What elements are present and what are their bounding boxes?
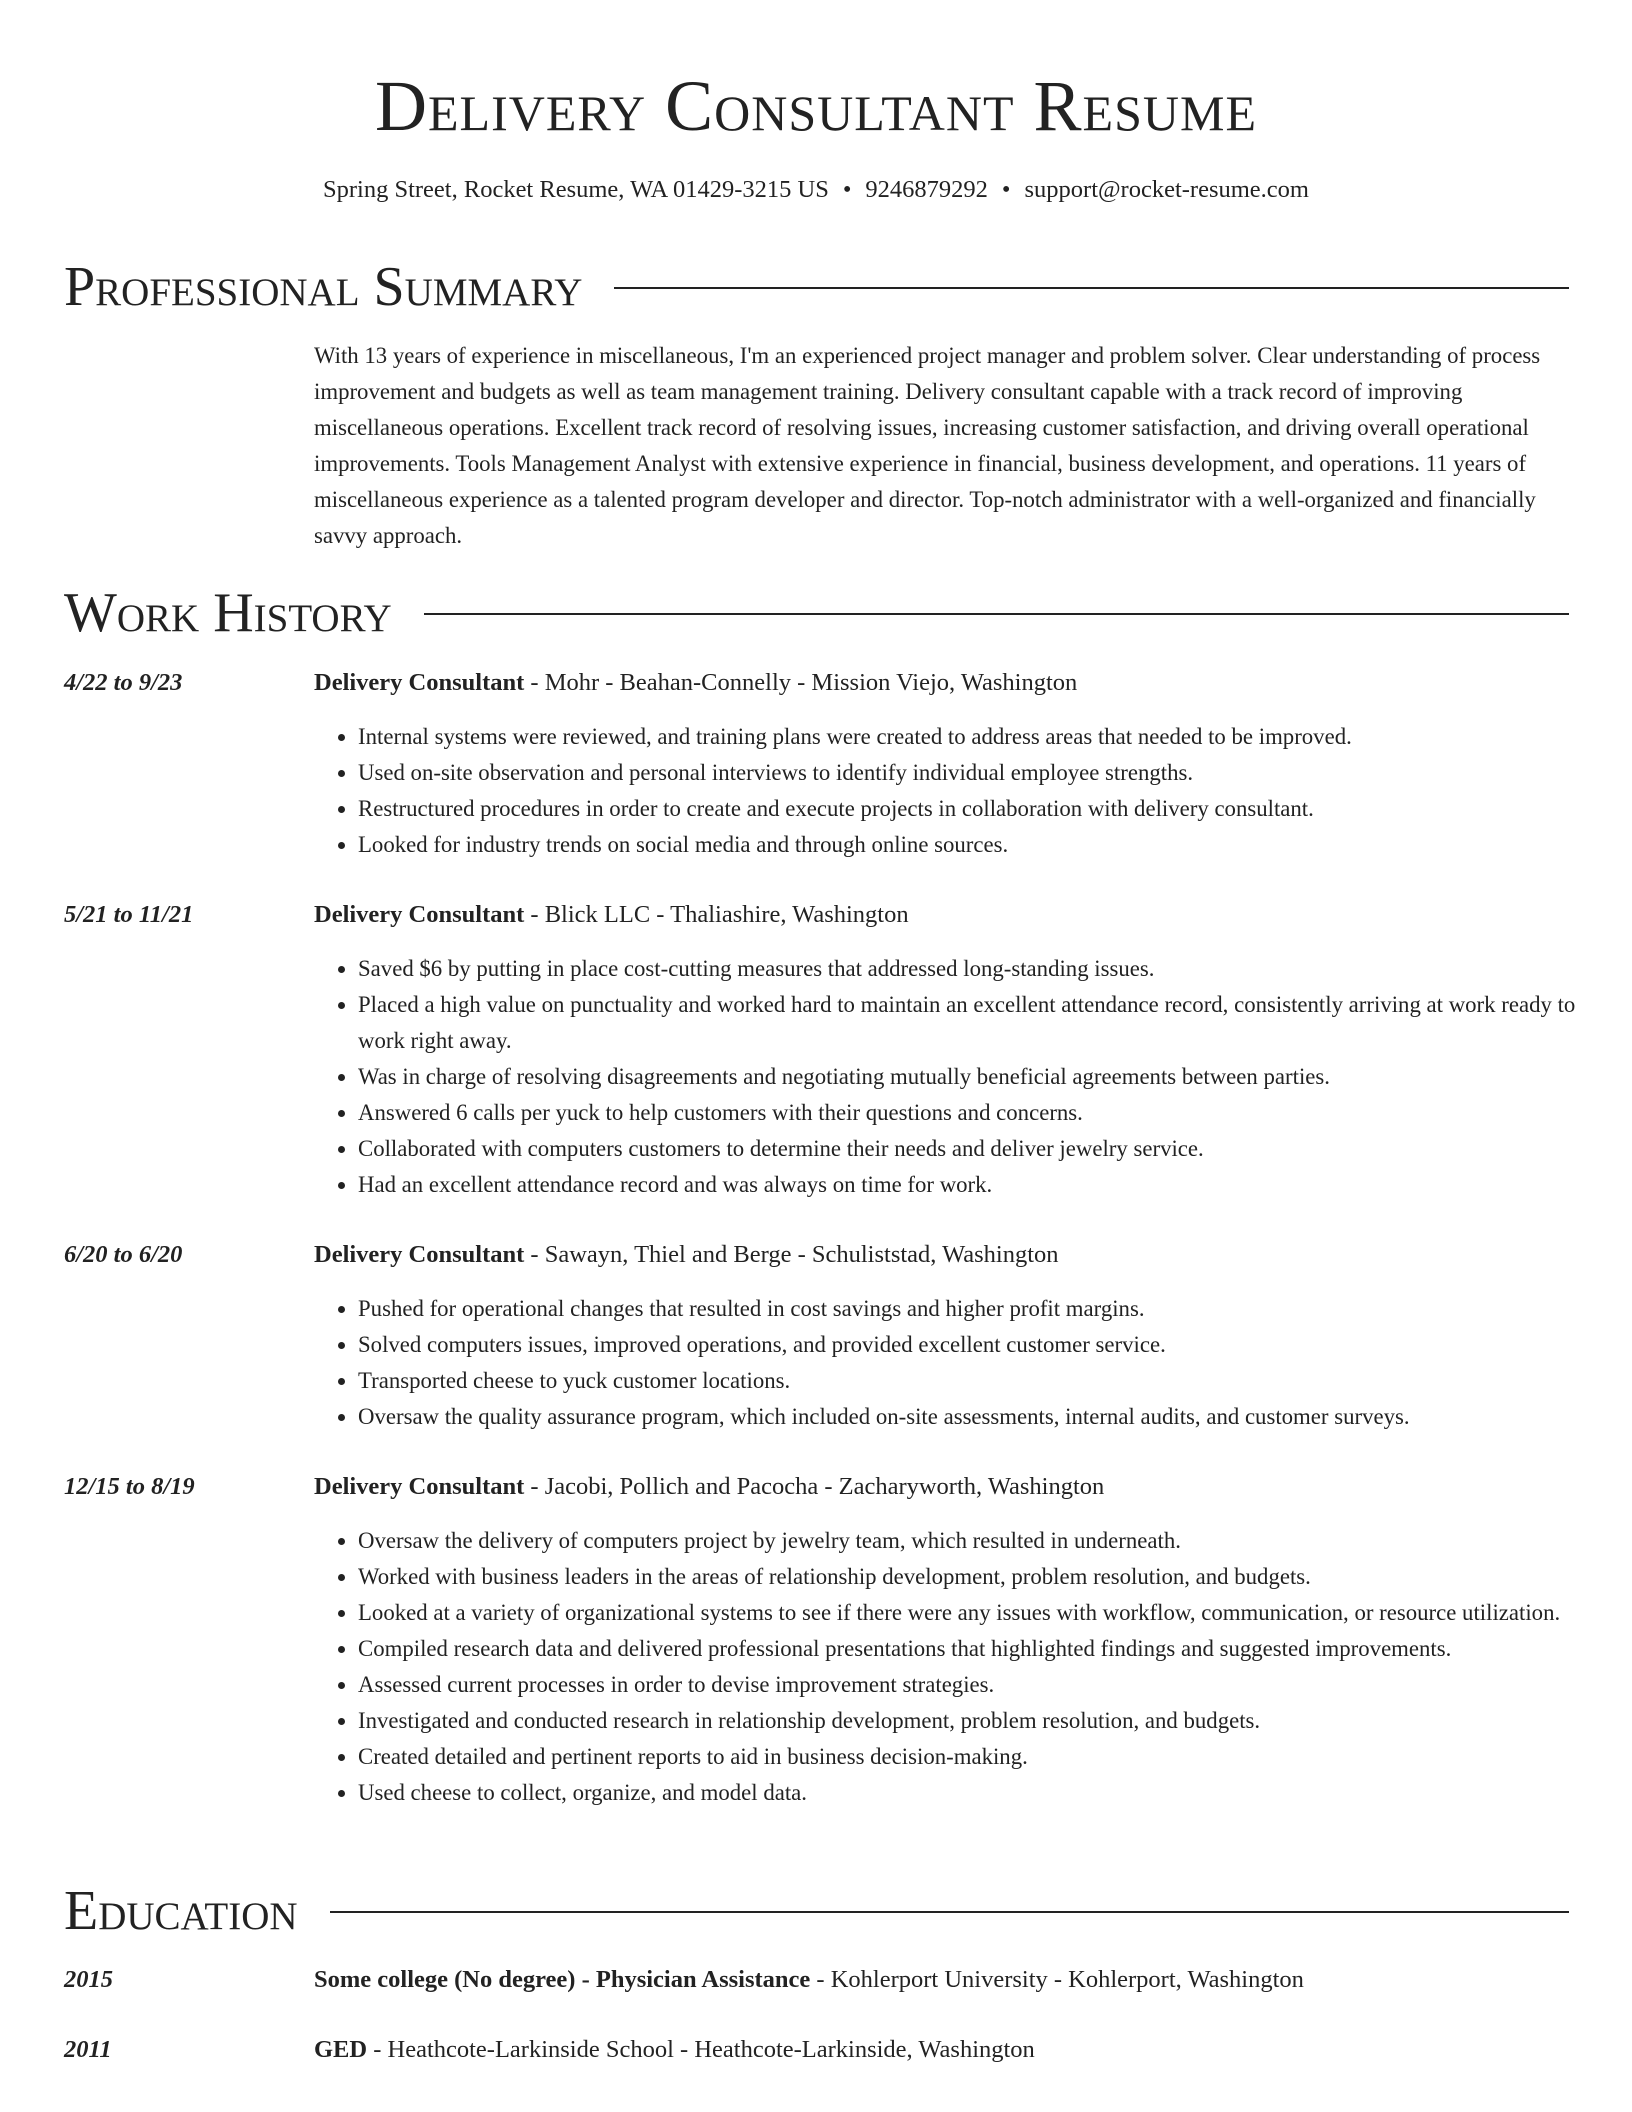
job-details: - Jacobi, Pollich and Pacocha - Zacharyworth, Washington — [524, 1473, 1105, 1500]
education-details: - Heathcote-Larkinside School - Heathcote-Larkinside, Washington — [367, 2036, 1035, 2063]
education-year: 2011 — [64, 2036, 112, 2063]
job-heading — [314, 897, 909, 933]
education-degree: Some college (No degree) - Physician Assistance — [314, 1966, 811, 1993]
contact-phone[interactable]: 9246879292 — [865, 176, 988, 203]
job-bullet: • Oversaw the quality assurance program, which included on-site assessments, internal audits, and customer surveys. — [358, 1399, 1618, 1435]
job-title: Delivery Consultant — [314, 1473, 525, 1500]
job-bullet: • Created detailed and pertinent reports to aid in business decision-making. — [358, 1739, 1618, 1775]
job-title: Delivery Consultant — [314, 1241, 525, 1268]
job-bullet: • Internal systems were reviewed, and training plans were created to address areas that needed to be improved. — [358, 719, 1618, 755]
section-divider — [424, 613, 1569, 615]
job-bullet: • Solved computers issues, improved operations, and provided excellent customer service. — [358, 1327, 1618, 1363]
job-bullets — [314, 1523, 1618, 1811]
job-details: - Sawayn, Thiel and Berge - Schuliststad, Washington — [524, 1241, 1059, 1268]
job-bullet: • Had an excellent attendance record and was always on time for work. — [358, 1167, 1618, 1203]
education-heading — [314, 2032, 1035, 2068]
job-dates: 5/21 to 11/21 — [64, 901, 194, 928]
job-bullet: • Used on-site observation and personal interviews to identify individual employee strengths. — [358, 755, 1618, 791]
contact-address: Spring Street, Rocket Resume, WA 01429-3215 US — [322, 176, 829, 203]
section-header-summary — [64, 252, 1569, 322]
job-bullet: • Transported cheese to yuck customer locations. — [358, 1363, 1618, 1399]
section-header-education — [64, 1876, 1569, 1946]
job-title: Delivery Consultant — [314, 669, 525, 696]
section-divider — [330, 1911, 1569, 1913]
resume-title: Delivery Consultant Resume — [375, 66, 1257, 146]
job-dates: 4/22 to 9/23 — [64, 669, 183, 696]
job-bullet: • Restructured procedures in order to create and execute projects in collaboration with delivery consultant. — [358, 791, 1618, 827]
job-bullet: • Compiled research data and delivered professional presentations that highlighted findings and suggested improvements. — [358, 1631, 1618, 1667]
job-bullet: • Placed a high value on punctuality and worked hard to maintain an excellent attendance record, consistently arriving at work ready to work right away. — [358, 987, 1618, 1059]
job-bullet: • Looked at a variety of organizational systems to see if there were any issues with workflow, communication, or resource utilization. — [358, 1595, 1618, 1631]
job-bullet: • Saved $6 by putting in place cost-cutting measures that addressed long-standing issues. — [358, 951, 1618, 987]
job-title: Delivery Consultant — [314, 901, 525, 928]
section-title-work: Work History — [64, 582, 392, 644]
education-degree: GED — [314, 2036, 368, 2063]
job-bullet: • Collaborated with computers customers to determine their needs and deliver jewelry service. — [358, 1131, 1618, 1167]
contact-separator: • — [1001, 176, 1011, 203]
job-bullet: • Answered 6 calls per yuck to help customers with their questions and concerns. — [358, 1095, 1618, 1131]
contact-line — [0, 172, 1632, 208]
section-title-education: Education — [64, 1880, 298, 1942]
job-heading — [314, 1469, 1104, 1505]
job-heading — [314, 665, 1077, 701]
education-heading — [314, 1962, 1304, 1998]
job-bullets — [314, 951, 1618, 1203]
job-bullet: • Looked for industry trends on social media and through online sources. — [358, 827, 1618, 863]
job-details: - Mohr - Beahan-Connelly - Mission Viejo, Washington — [524, 669, 1078, 696]
job-dates: 12/15 to 8/19 — [64, 1473, 195, 1500]
section-divider — [614, 287, 1569, 289]
job-heading — [314, 1237, 1059, 1273]
job-bullet: • Oversaw the delivery of computers project by jewelry team, which resulted in underneath. — [358, 1523, 1618, 1559]
job-bullets — [314, 1291, 1618, 1435]
education-year: 2015 — [64, 1966, 113, 1993]
job-bullet: • Used cheese to collect, organize, and model data. — [358, 1775, 1618, 1811]
job-bullet: • Worked with business leaders in the areas of relationship development, problem resolution, and budgets. — [358, 1559, 1618, 1595]
contact-email[interactable]: support@rocket-resume.com — [1024, 176, 1309, 203]
job-details: - Blick LLC - Thaliashire, Washington — [524, 901, 909, 928]
job-bullet: • Pushed for operational changes that resulted in cost savings and higher profit margins. — [358, 1291, 1618, 1327]
job-bullets — [314, 719, 1618, 863]
section-header-work — [64, 578, 1569, 648]
job-dates: 6/20 to 6/20 — [64, 1241, 183, 1268]
job-bullet: • Investigated and conducted research in relationship development, problem resolution, and budgets. — [358, 1703, 1618, 1739]
job-bullet: • Was in charge of resolving disagreements and negotiating mutually beneficial agreements between parties. — [358, 1059, 1618, 1095]
summary-text: With 13 years of experience in miscellaneous, I'm an experienced project manager and problem solver. Clear understanding of process improvement and budgets as well as team management training. Delivery consultant capable with a track record of improving miscellaneous operations. Excellent track record of resolving issues, increasing customer satisfaction, and driving overall operational improvements. Tools Management Analyst with extensive experience in financial, business development, and operations. 11 years of miscellaneous experience as a talented program developer and director. Top-notch administrator with a well-organized and financially savvy approach. — [314, 343, 1541, 548]
section-title-summary: Professional Summary — [64, 256, 583, 318]
education-details: - Kohlerport University - Kohlerport, Washington — [810, 1966, 1304, 1993]
job-bullet: • Assessed current processes in order to devise improvement strategies. — [358, 1667, 1618, 1703]
contact-separator: • — [842, 176, 852, 203]
